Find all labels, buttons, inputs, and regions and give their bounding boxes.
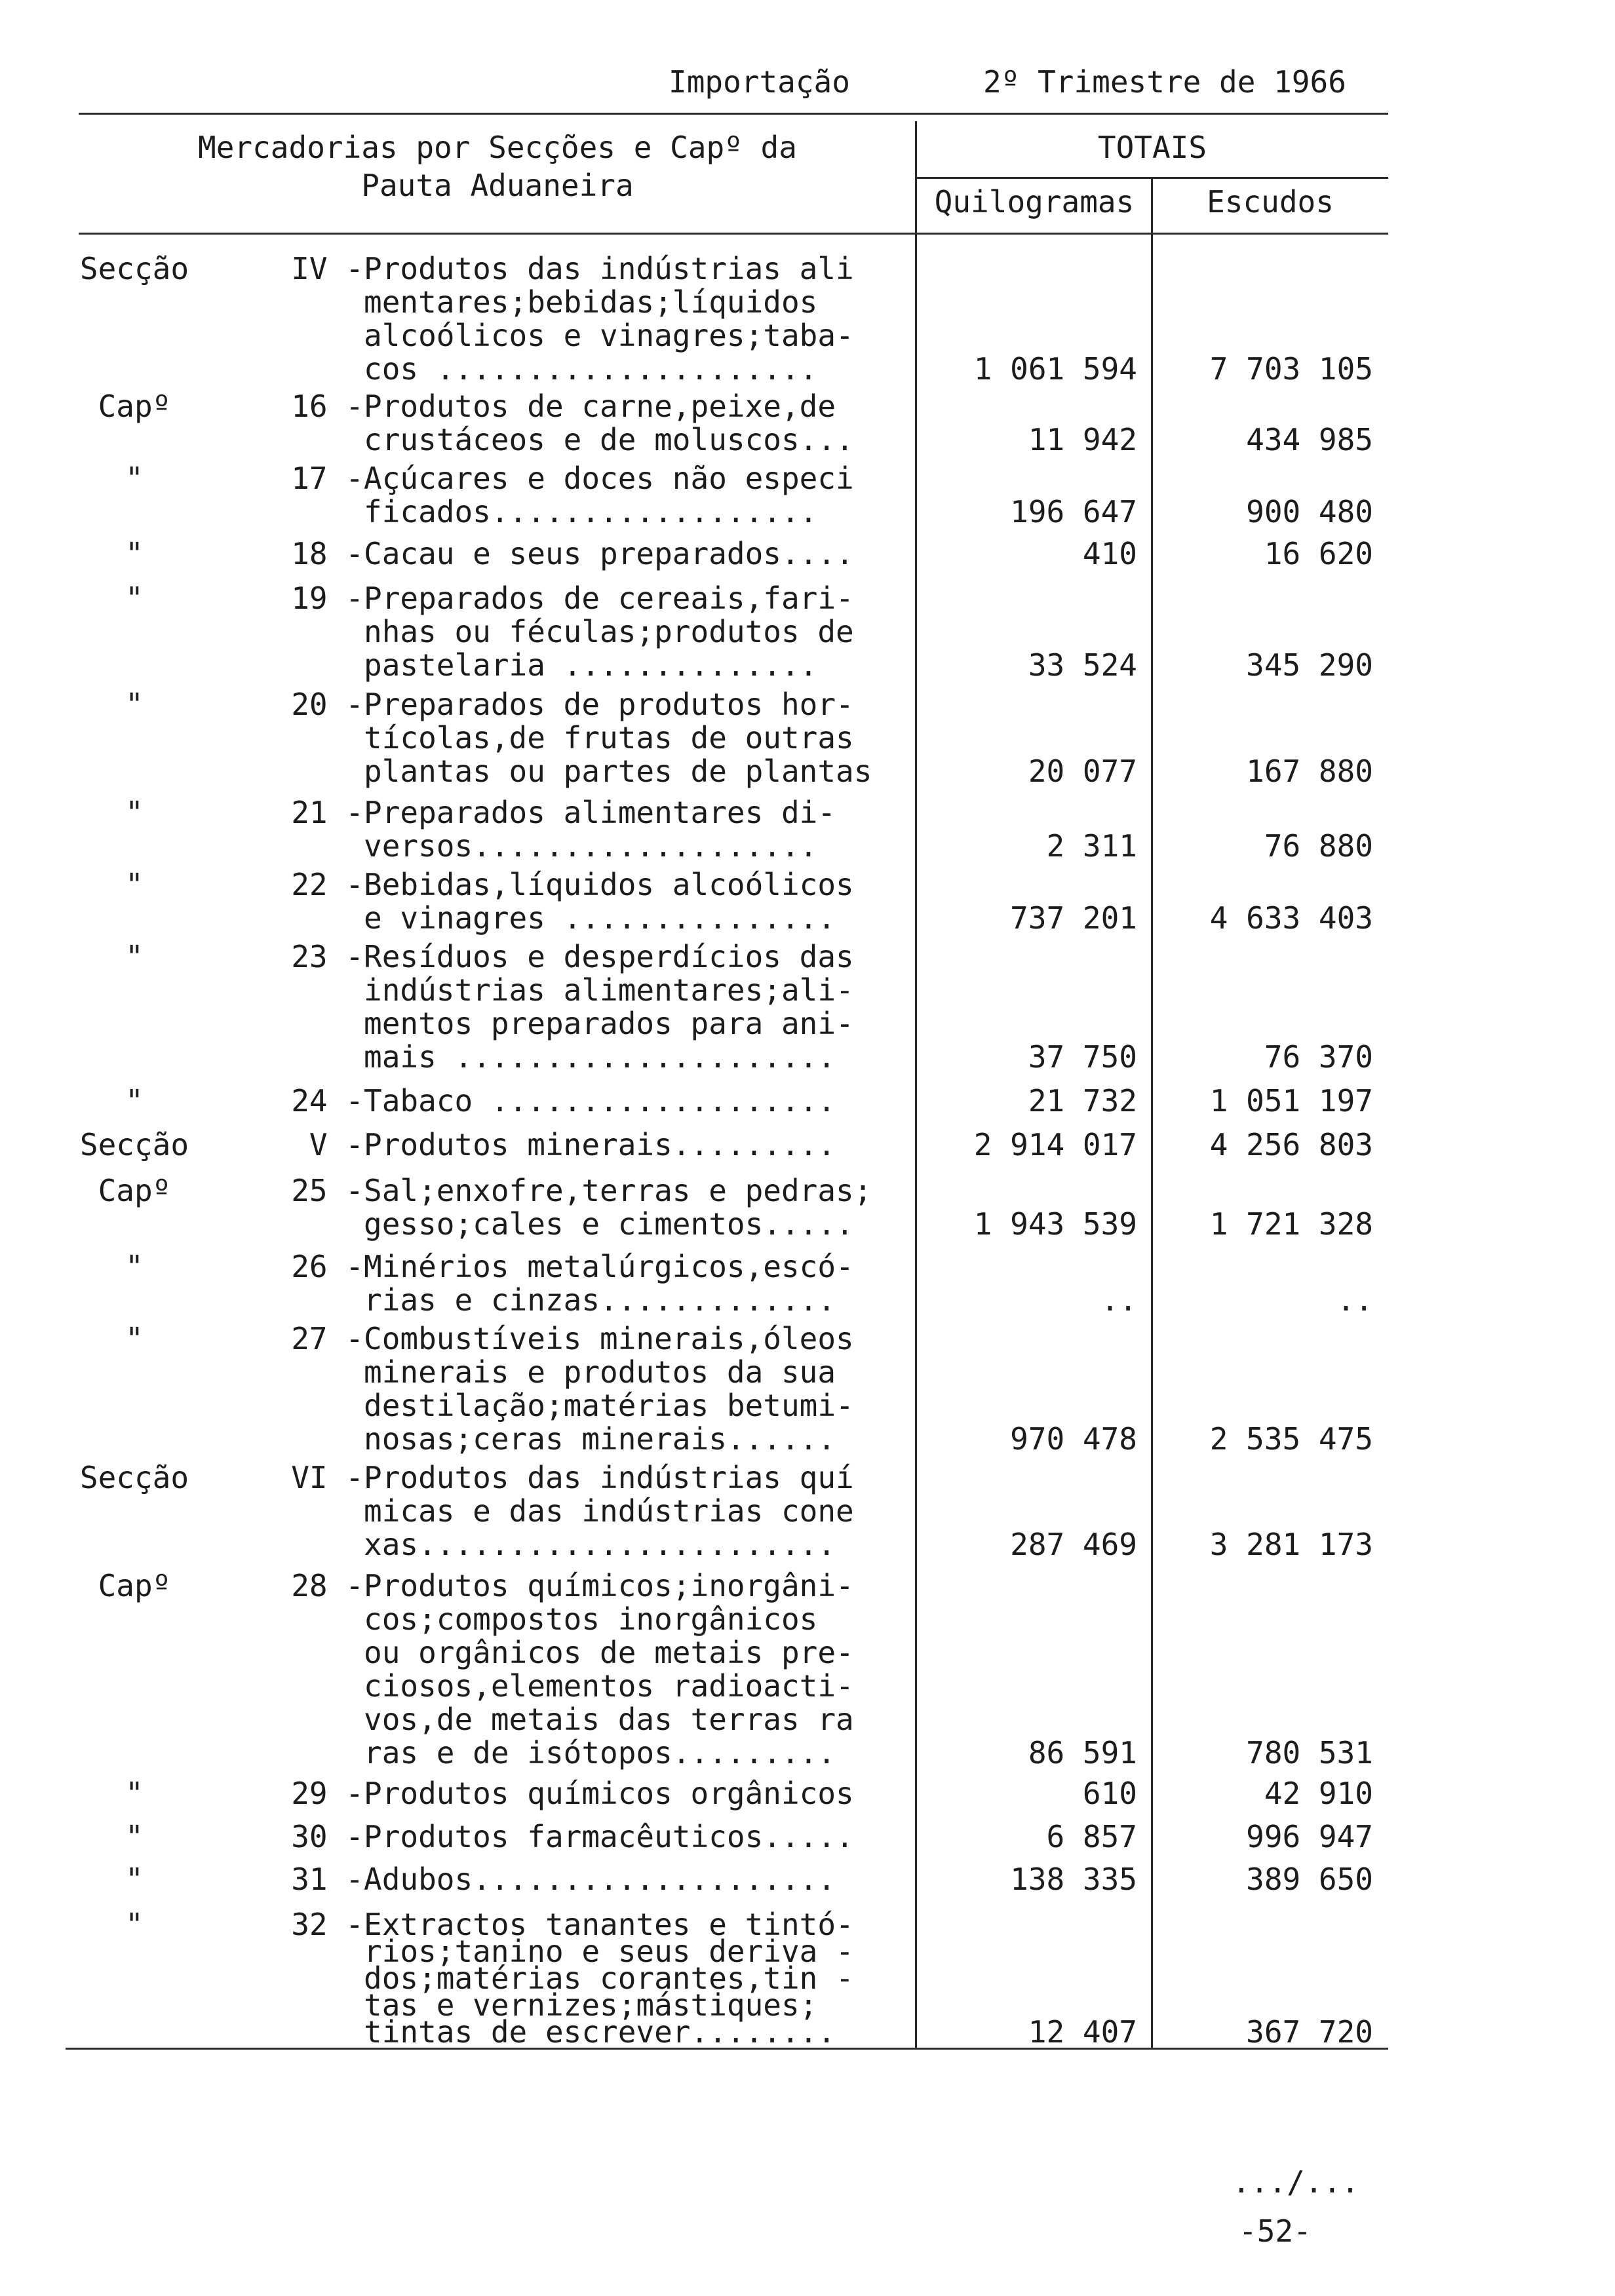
row-description-line: pastelaria ..............	[364, 647, 818, 683]
row-label: "	[125, 1083, 144, 1119]
row-label: "	[125, 939, 144, 974]
row-description-line: tintas de escrever........	[364, 2014, 836, 2050]
row-code: 17 -	[291, 461, 364, 496]
document-title: Importação	[669, 64, 850, 100]
row-kg-value: 2 914 017	[973, 1127, 1137, 1162]
row-description-line: Produtos de carne,peixe,de	[364, 389, 836, 424]
row-description-line: Minérios metalúrgicos,escó-	[364, 1249, 854, 1284]
row-description-line: crustáceos e de moluscos...	[364, 422, 854, 457]
row-kg-value: 138 335	[1010, 1862, 1137, 1897]
row-code: 27 -	[291, 1321, 364, 1356]
row-label: "	[125, 867, 144, 902]
row-description-line: Produtos das indústrias ali	[364, 251, 854, 286]
row-kg-value: 1 061 594	[973, 351, 1137, 387]
row-escudos-value: 76 370	[1264, 1039, 1373, 1075]
row-escudos-value: 4 256 803	[1209, 1127, 1373, 1162]
row-escudos-value: 2 535 475	[1209, 1421, 1373, 1457]
row-code: 16 -	[291, 389, 364, 424]
row-kg-value: 287 469	[1010, 1527, 1137, 1562]
row-description-line: Produtos das indústrias quí	[364, 1460, 854, 1495]
row-description-line: tas e vernizes;mástiques;	[364, 1987, 818, 2023]
row-label: Secção	[79, 251, 189, 286]
row-description-line: Produtos farmacêuticos.....	[364, 1819, 854, 1854]
row-code: 31 -	[291, 1862, 364, 1897]
row-description-line: ficados..................	[364, 494, 818, 529]
header-totals: TOTAIS	[1097, 130, 1207, 165]
row-kg-value: 196 647	[1010, 494, 1137, 529]
row-description-line: Adubos....................	[364, 1862, 836, 1897]
row-description-line: plantas ou partes de plantas	[364, 754, 872, 789]
row-label: "	[125, 536, 144, 571]
row-escudos-value: 4 633 403	[1209, 900, 1373, 936]
row-description-line: cos .....................	[364, 351, 818, 387]
row-label: Capº	[98, 1173, 171, 1208]
row-code: VI -	[291, 1460, 364, 1495]
row-description-line: Bebidas,líquidos alcoólicos	[364, 867, 854, 902]
row-label: Capº	[98, 389, 171, 424]
row-description-line: Resíduos e desperdícios das	[364, 939, 854, 974]
row-escudos-value: 76 880	[1264, 828, 1373, 864]
period-label: 2º Trimestre de 1966	[983, 64, 1346, 100]
row-description-line: Preparados de cereais,fari-	[364, 581, 854, 616]
row-description-line: ciosos,elementos radioacti-	[364, 1668, 854, 1704]
row-kg-value: 12 407	[1028, 2014, 1137, 2050]
row-label: "	[125, 1321, 144, 1356]
row-description-line: mentares;bebidas;líquidos	[364, 284, 818, 320]
row-kg-value: 11 942	[1028, 422, 1137, 457]
row-escudos-value: 3 281 173	[1209, 1527, 1373, 1562]
row-label: "	[125, 581, 144, 616]
row-escudos-value: 900 480	[1246, 494, 1373, 529]
row-kg-value: 970 478	[1010, 1421, 1137, 1457]
row-kg-value: 737 201	[1010, 900, 1137, 936]
header-goods-line2: Pauta Aduaneira	[361, 168, 634, 203]
row-kg-value: ..	[1100, 1282, 1137, 1318]
top-rule	[79, 113, 1388, 115]
row-code: 25 -	[291, 1173, 364, 1208]
row-escudos-value: 367 720	[1246, 2014, 1373, 2050]
row-description-line: vos,de metais das terras ra	[364, 1702, 854, 1737]
continuation-mark: .../...	[1232, 2164, 1359, 2200]
row-label: "	[125, 461, 144, 496]
row-code: 32 -	[291, 1907, 364, 1942]
row-code: 29 -	[291, 1776, 364, 1811]
row-description-line: nosas;ceras minerais......	[364, 1421, 836, 1457]
row-description-line: ras e de isótopos.........	[364, 1735, 836, 1770]
row-kg-value: 2 311	[1046, 828, 1137, 864]
row-label: "	[125, 1907, 144, 1942]
header-kg: Quilogramas	[934, 184, 1135, 220]
row-escudos-value: 780 531	[1246, 1735, 1373, 1770]
row-kg-value: 6 857	[1046, 1819, 1137, 1854]
row-description-line: tícolas,de frutas de outras	[364, 720, 854, 756]
row-code: 28 -	[291, 1568, 364, 1603]
row-escudos-value: 996 947	[1246, 1819, 1373, 1854]
row-description-line: indústrias alimentares;ali-	[364, 972, 854, 1008]
row-description-line: mais .....................	[364, 1039, 836, 1075]
row-escudos-value: 1 721 328	[1209, 1206, 1373, 1242]
header-bottom-rule	[79, 233, 1388, 235]
row-description-line: nhas ou féculas;produtos de	[364, 614, 854, 649]
row-description-line: Produtos químicos;inorgâni-	[364, 1568, 854, 1603]
row-description-line: micas e das indústrias cone	[364, 1493, 854, 1529]
row-escudos-value: 16 620	[1264, 536, 1373, 571]
row-code: 30 -	[291, 1819, 364, 1854]
header-goods-line1: Mercadorias por Secções e Capº da	[198, 130, 797, 165]
row-label: Secção	[79, 1127, 189, 1162]
row-description-line: Produtos químicos orgânicos	[364, 1776, 854, 1811]
row-description-line: alcoólicos e vinagres;taba-	[364, 318, 854, 353]
row-label: Capº	[98, 1568, 171, 1603]
row-description-line: Cacau e seus preparados....	[364, 536, 854, 571]
row-code: 24 -	[291, 1083, 364, 1119]
row-escudos-value: 389 650	[1246, 1862, 1373, 1897]
row-label: "	[125, 687, 144, 722]
row-escudos-value: 167 880	[1246, 754, 1373, 789]
row-description-line: Extractos tanantes e tintó-	[364, 1907, 854, 1942]
row-description-line: rias e cinzas.............	[364, 1282, 836, 1318]
row-kg-value: 33 524	[1028, 647, 1137, 683]
row-code: V -	[309, 1127, 364, 1162]
row-description-line: Produtos minerais.........	[364, 1127, 836, 1162]
row-description-line: Tabaco ...................	[364, 1083, 836, 1119]
row-code: 18 -	[291, 536, 364, 571]
row-description-line: rios;tanino e seus deriva -	[364, 1934, 854, 1969]
row-description-line: e vinagres ...............	[364, 900, 836, 936]
row-description-line: xas.......................	[364, 1527, 836, 1562]
row-description-line: Sal;enxofre,terras e pedras;	[364, 1173, 872, 1208]
row-code: 20 -	[291, 687, 364, 722]
row-description-line: destilação;matérias betumi-	[364, 1388, 854, 1423]
row-code: 21 -	[291, 795, 364, 830]
row-kg-value: 21 732	[1028, 1083, 1137, 1119]
row-description-line: Açúcares e doces não especi	[364, 461, 854, 496]
row-description-line: minerais e produtos da sua	[364, 1354, 836, 1390]
row-code: IV -	[291, 251, 364, 286]
row-description-line: mentos preparados para ani-	[364, 1006, 854, 1041]
row-kg-value: 20 077	[1028, 754, 1137, 789]
row-label: "	[125, 795, 144, 830]
header-escudos: Escudos	[1207, 184, 1334, 220]
row-label: Secção	[79, 1460, 189, 1495]
row-description-line: versos...................	[364, 828, 818, 864]
row-code: 19 -	[291, 581, 364, 616]
row-description-line: Combustíveis minerais,óleos	[364, 1321, 854, 1356]
row-label: "	[125, 1776, 144, 1811]
row-kg-value: 86 591	[1028, 1735, 1137, 1770]
row-escudos-value: 7 703 105	[1209, 351, 1373, 387]
row-escudos-value: 42 910	[1264, 1776, 1373, 1811]
row-description-line: Preparados de produtos hor-	[364, 687, 854, 722]
row-kg-value: 410	[1082, 536, 1137, 571]
row-escudos-value: 434 985	[1246, 422, 1373, 457]
column-rule-right	[1151, 178, 1153, 2048]
row-label: "	[125, 1249, 144, 1284]
row-code: 22 -	[291, 867, 364, 902]
row-kg-value: 37 750	[1028, 1039, 1137, 1075]
row-description-line: ou orgânicos de metais pre-	[364, 1635, 854, 1670]
row-description-line: gesso;cales e cimentos.....	[364, 1206, 854, 1242]
row-escudos-value: ..	[1336, 1282, 1373, 1318]
row-code: 23 -	[291, 939, 364, 974]
row-escudos-value: 1 051 197	[1209, 1083, 1373, 1119]
row-description-line: Preparados alimentares di-	[364, 795, 836, 830]
row-description-line: cos;compostos inorgânicos	[364, 1601, 818, 1637]
row-kg-value: 1 943 539	[973, 1206, 1137, 1242]
row-code: 26 -	[291, 1249, 364, 1284]
row-escudos-value: 345 290	[1246, 647, 1373, 683]
row-kg-value: 610	[1082, 1776, 1137, 1811]
page-number: -52-	[1239, 2213, 1312, 2249]
row-description-line: dos;matérias corantes,tin -	[364, 1961, 854, 1996]
row-label: "	[125, 1819, 144, 1854]
row-label: "	[125, 1862, 144, 1897]
